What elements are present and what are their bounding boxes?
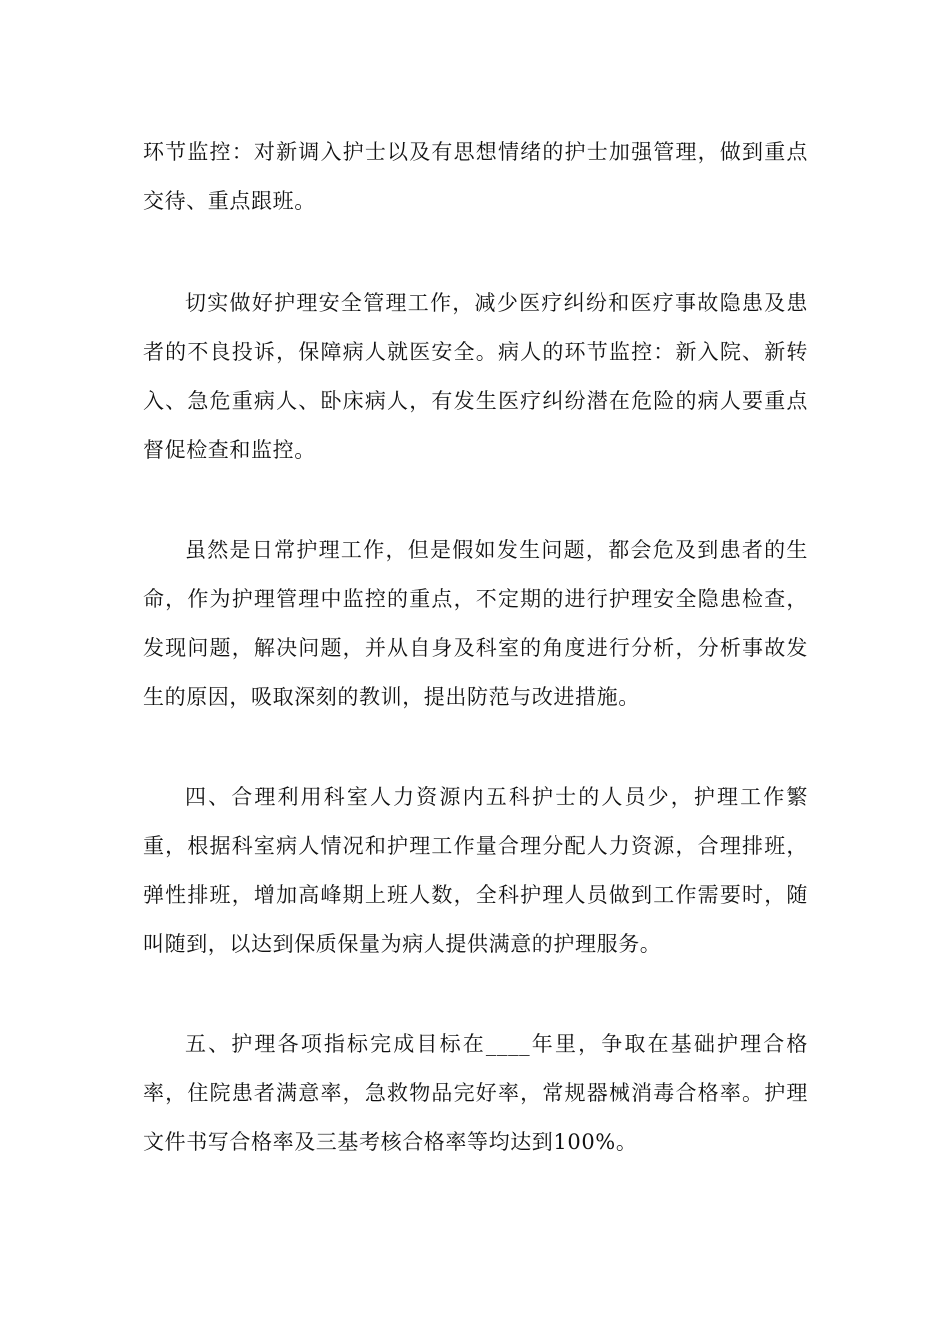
paragraph-1: 环节监控：对新调入护士以及有思想情绪的护士加强管理，做到重点交待、重点跟班。	[143, 140, 808, 213]
paragraph-3: 虽然是日常护理工作，但是假如发生问题，都会危及到患者的生命，作为护理管理中监控的重点，不定期的进行护理安全隐患检查，发现问题，解决问题，并从自身及科室的角度进行分析，分析事故发生的原因，吸取深刻的教训，提出防范与改进措施。	[143, 538, 808, 709]
paragraph-5: 五、护理各项指标完成目标在____年里，争取在基础护理合格率，住院患者满意率，急救物品完好率，常规器械消毒合格率。护理文件书写合格率及三基考核合格率等均达到100%。	[143, 1032, 808, 1154]
paragraph-4: 四、合理利用科室人力资源内五科护士的人员少，护理工作繁重，根据科室病人情况和护理工作量合理分配人力资源，合理排班，弹性排班，增加高峰期上班人数，全科护理人员做到工作需要时，随叫随到，以达到保质保量为病人提供满意的护理服务。	[143, 785, 808, 956]
paragraph-2: 切实做好护理安全管理工作，减少医疗纠纷和医疗事故隐患及患者的不良投诉，保障病人就医安全。病人的环节监控：新入院、新转入、急危重病人、卧床病人，有发生医疗纠纷潜在危险的病人要重点督促检查和监控。	[143, 291, 808, 462]
